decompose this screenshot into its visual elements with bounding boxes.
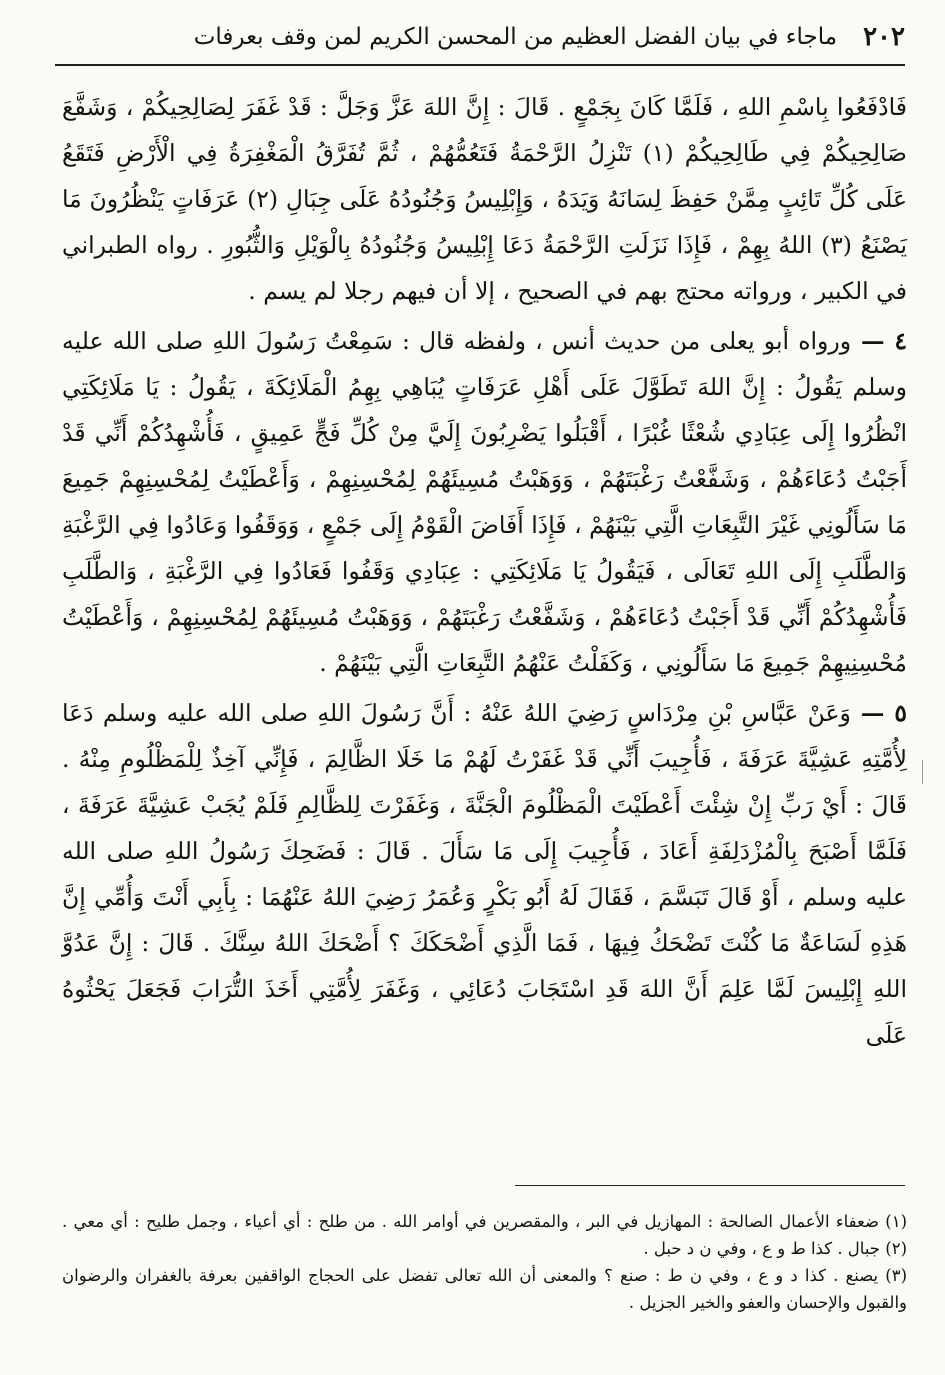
margin-mark xyxy=(922,760,927,784)
header-rule xyxy=(55,64,905,66)
paragraph-text: وَعَنْ عَبَّاسِ بْنِ مِرْدَاسٍ رَضِيَ اللهُ عَنْهُ : أَنَّ رَسُولَ اللهِ صلى الله عليه وسلم دَعَا لِأُمَّتِهِ عَشِيَّةَ عَرَفَةَ ، فَأُجِيبَ أَنِّي قَدْ غَفَرْتُ لَهُمْ مَا خَلَا الظَّالِمَ ، فَإِنِّي آخِذٌ لِلْمَظْلُومِ مِنْهُ . قَالَ : أَيْ رَبِّ إِنْ شِئْتَ أَعْطَيْتَ الْمَظْلُومَ الْجَنَّةَ ، وَغَفَرْتَ لِلظَّالِمِ فَلَمْ يُجَبْ عَشِيَّةَ عَرَفَةَ ، فَلَمَّا أَصْبَحَ بِالْمُزْدَلِفَةِ أَعَادَ ، فَأُجِيبَ إِلَى مَا سَأَلَ . قَالَ : فَضَحِكَ رَسُولُ اللهِ صلى الله عليه وسلم ، أَوْ قَالَ تَبَسَّمَ ، فَقَالَ لَهُ أَبُو بَكْرٍ وَعُمَرُ رَضِيَ اللهُ عَنْهُمَا : بِأَبِي أَنْتَ وَأُمِّي إِنَّ هَذِهِ لَسَاعَةٌ مَا كُنْتَ تَضْحَكُ فِيهَا ، فَمَا الَّذِي أَضْحَكَكَ ؟ أَضْحَكَ اللهُ سِنَّكَ . قَالَ : إِنَّ عَدُوَّ اللهِ إِبْلِيسَ لَمَّا عَلِمَ أَنَّ اللهَ قَدِ اسْتَجَابَ دُعَائِي ، وَغَفَرَ لِأُمَّتِي أَخَذَ التُّرَابَ فَجَعَلَ يَحْثُوهُ عَلَى xyxy=(62,699,907,1049)
footnote: (١) ضعفاء الأعمال الصالحة : المهازيل في البر ، والمقصرين في أوامر الله . من طلح : أي أعياء ، وجمل طليح : أي معي . (٢) جبال . كذا ط و ع ، وفي ن د حبل . xyxy=(62,1212,907,1258)
footnotes xyxy=(62,1208,907,1316)
main-text xyxy=(62,84,907,1058)
running-title: ماجاء في بيان الفضل العظيم من المحسن الكريم لمن وقف بعرفات xyxy=(193,24,838,50)
paragraph-text: ورواه أبو يعلى من حديث أنس ، ولفظه قال : سَمِعْتُ رَسُولَ اللهِ صلى الله عليه وسلم يَقُولُ : إِنَّ اللهَ تَطَوَّلَ عَلَى أَهْلِ عَرَفَاتٍ يُبَاهِي بِهِمُ الْمَلَائِكَةَ ، يَقُولُ : يَا مَلَائِكَتِي انْظُرُوا إِلَى عِبَادِي شُعْثًا غُبْرًا ، أَقْبَلُوا يَضْرِبُونَ إِلَيَّ مِنْ كُلِّ فَجٍّ عَمِيقٍ ، فَأُشْهِدُكُمْ أَنِّي قَدْ أَجَبْتُ دُعَاءَهُمْ ، وَشَفَّعْتُ رَغْبَتَهُمْ ، وَوَهَبْتُ مُسِيئَهُمْ لِمُحْسِنِهِمْ ، وَأَعْطَيْتُ لِمُحْسِنِهِمْ جَمِيعَ مَا سَأَلُونِي غَيْرَ التَّبِعَاتِ الَّتِي بَيْنَهُمْ ، فَإِذَا أَفَاضَ الْقَوْمُ إِلَى جَمْعٍ ، وَوَقَفُوا وَعَادُوا فِي الرَّغْبَةِ وَالطَّلَبِ إِلَى اللهِ تَعَالَى ، فَيَقُولُ يَا مَلَائِكَتِي : عِبَادِي وَقَفُوا فَعَادُوا فِي الرَّغْبَةِ ، وَالطَّلَبِ فَأُشْهِدُكُمْ أَنِّي قَدْ أَجَبْتُ دُعَاءَهُمْ ، وَشَفَّعْتُ رَغْبَتَهُمْ ، وَوَهَبْتُ مُسِيئَهُمْ لِمُحْسِنِهِمْ ، وَأَعْطَيْتُ مُحْسِنِيهِمْ جَمِيعَ مَا سَأَلُونِي ، وَكَفَلْتُ عَنْهُمُ التَّبِعَاتِ الَّتِي بَيْنَهُمْ . xyxy=(62,327,907,677)
footnote: (٣) يصنع . كذا د و ع ، وفي ن ط : صنع ؟ والمعنى أن الله تعالى تفضل على الحجاج الواقفين بعرفة بالغفران والرضوان والقبول والإحسان والعفو والخير الجزيل . xyxy=(62,1266,907,1312)
paragraph-continuation xyxy=(62,84,907,314)
hadith-number: ٥ — xyxy=(850,699,907,727)
page-header xyxy=(55,14,905,60)
paragraph-hadith-5 xyxy=(62,690,907,1058)
paragraph-text: فَادْفَعُوا بِاسْمِ اللهِ ، فَلَمَّا كَانَ بِجَمْعٍ . قَالَ : إِنَّ اللهَ عَزَّ وَجَلَّ : قَدْ غَفَرَ لِصَالِحِيكُمْ ، وَشَفَّعَ صَالِحِيكُمْ فِي طَالِحِيكُمْ (١) تَنْزِلُ الرَّحْمَةُ فَتَعُمُّهُمْ ، ثُمَّ تُفَرَّقُ الْمَغْفِرَةُ فِي الْأَرْضِ فَتَقَعُ عَلَى كُلِّ تَائِبٍ مِمَّنْ حَفِظَ لِسَانَهُ وَيَدَهُ ، وَإِبْلِيسُ وَجُنُودُهُ عَلَى جِبَالِ (٢) عَرَفَاتٍ يَنْظُرُونَ مَا يَصْنَعُ (٣) اللهُ بِهِمْ ، فَإِذَا نَزَلَتِ الرَّحْمَةُ دَعَا إِبْلِيسُ وَجُنُودُهُ بِالْوَيْلِ وَالثُّبُورِ . رواه الطبراني في الكبير ، ورواته محتج بهم في الصحيح ، إلا أن فيهم رجلا لم يسم . xyxy=(62,93,907,305)
page-number: ٢٠٢ xyxy=(863,22,905,52)
hadith-number: ٤ — xyxy=(851,327,907,355)
paragraph-hadith-4 xyxy=(62,318,907,686)
footnote-rule xyxy=(515,1185,905,1186)
